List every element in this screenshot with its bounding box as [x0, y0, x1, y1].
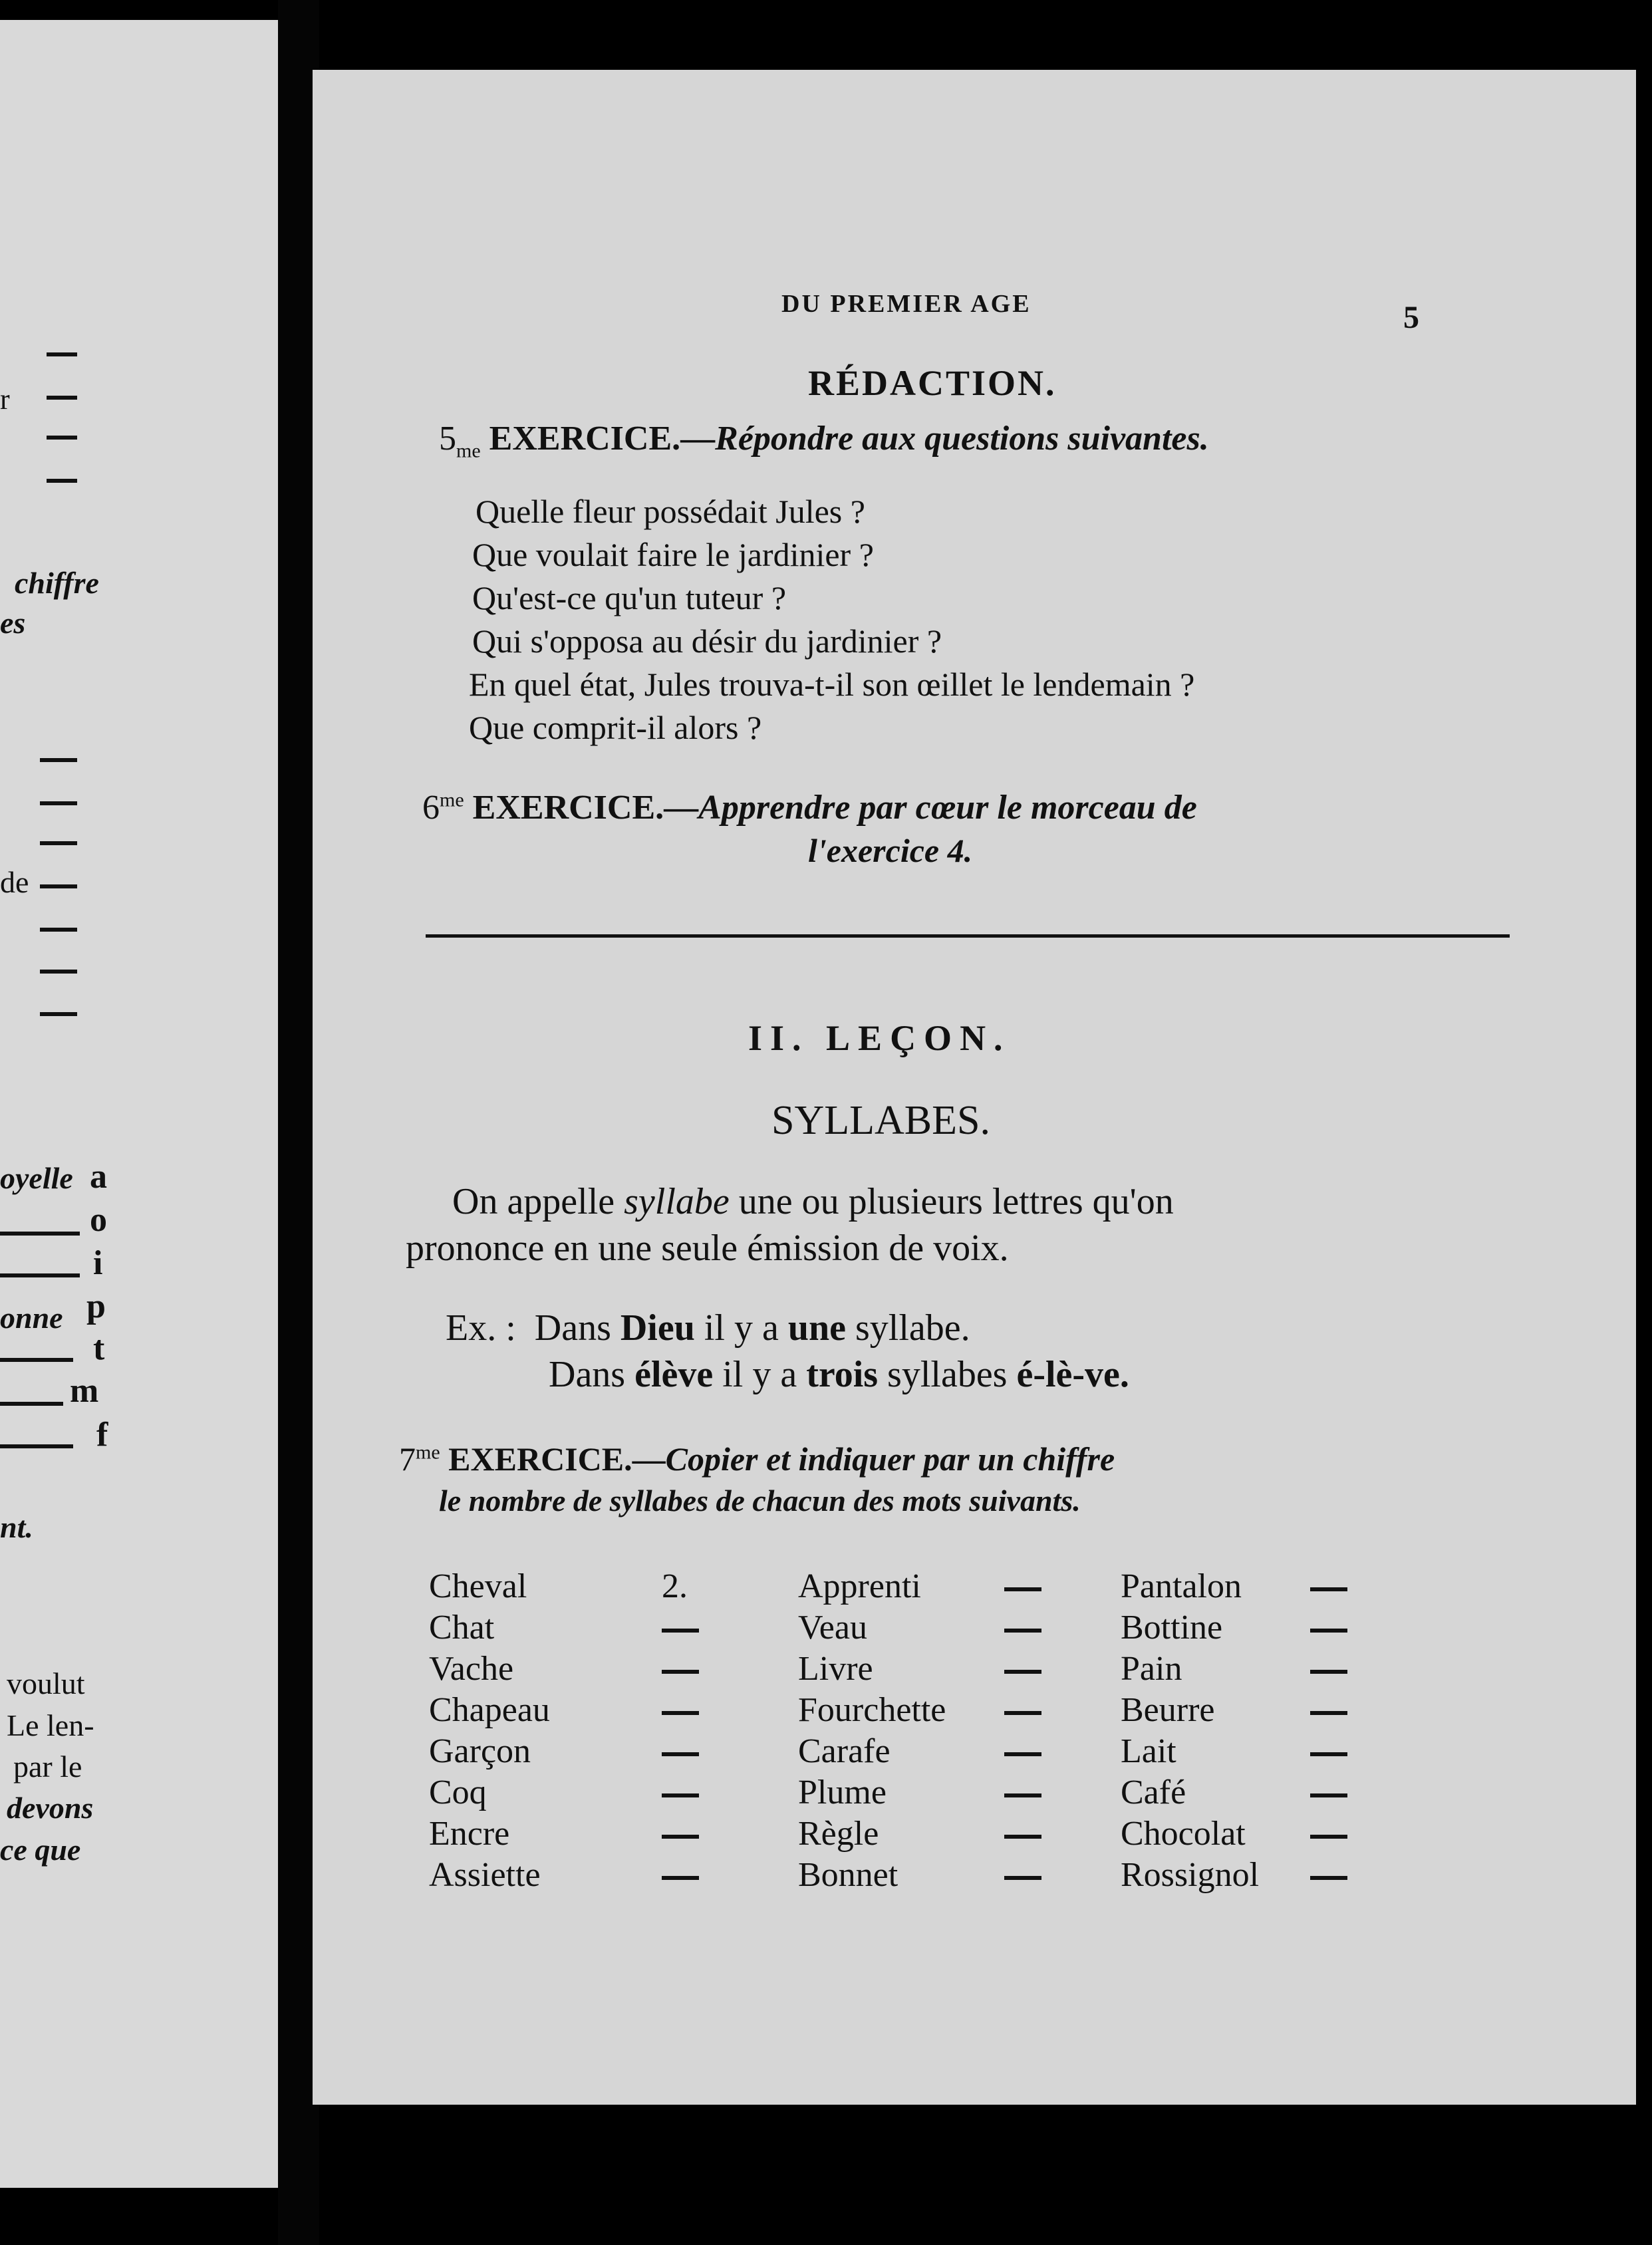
- page-number: 5: [1403, 300, 1419, 335]
- word: Fourchette: [798, 1691, 946, 1729]
- exercise-label: EXERCICE.—: [448, 1440, 666, 1478]
- letter: a: [90, 1158, 107, 1196]
- word: Coq: [429, 1774, 487, 1811]
- ordinal-suffix: me: [440, 789, 464, 811]
- question: En quel état, Jules trouva-t-il son œillet le lendemain ?: [469, 666, 1195, 703]
- word: Encre: [429, 1815, 510, 1853]
- answer-blank-dash: [1004, 1752, 1041, 1756]
- fragment-text: Le len-: [7, 1708, 94, 1742]
- fragment-text: r: [0, 383, 10, 416]
- fragment-text: es: [0, 606, 26, 640]
- exercise-instruction-continued: le nombre de syllabes de chacun des mots suivants.: [439, 1484, 1081, 1518]
- dash-mark: [40, 801, 77, 805]
- example-label: Ex. :: [446, 1307, 516, 1349]
- fragment-text: ce que: [0, 1833, 81, 1867]
- definition-text: une ou plusieurs lettres qu'on: [729, 1181, 1174, 1222]
- answer-blank-dash: [1004, 1835, 1041, 1839]
- example-text: il y a: [713, 1354, 807, 1395]
- exercise-6-heading: [422, 788, 1197, 827]
- lesson-title: II. LEÇON.: [748, 1018, 1011, 1058]
- answer-blank-dash: [1310, 1711, 1347, 1715]
- definition-term: syllabe: [624, 1181, 730, 1222]
- exercise-instruction-continued: l'exercice 4.: [808, 832, 973, 869]
- dash-mark: [0, 1273, 80, 1277]
- answer-blank-dash: [662, 1711, 699, 1715]
- example-word: élève: [634, 1354, 714, 1395]
- running-title: DU PREMIER AGE: [781, 290, 1032, 318]
- dash-mark: [0, 1444, 73, 1448]
- question: Qu'est-ce qu'un tuteur ?: [472, 579, 787, 616]
- section-divider: [426, 934, 1510, 938]
- word: Bottine: [1121, 1609, 1223, 1647]
- example-text: syllabe.: [846, 1307, 970, 1349]
- example-word: é-lè-ve.: [1016, 1354, 1129, 1395]
- word: Pain: [1121, 1650, 1182, 1688]
- example-text: il y a: [694, 1307, 788, 1349]
- answer-blank-dash: [1310, 1793, 1347, 1797]
- question: Que comprit-il alors ?: [469, 709, 762, 746]
- definition-line-2: prononce en une seule émission de voix.: [406, 1228, 1009, 1269]
- definition-text: On appelle: [452, 1181, 624, 1222]
- answer-blank-dash: [1310, 1629, 1347, 1633]
- answer-blank-dash: [1310, 1876, 1347, 1880]
- example-text: Dans: [534, 1307, 620, 1349]
- answer-blank-dash: [662, 1876, 699, 1880]
- example-line-2: [549, 1353, 1129, 1396]
- fragment-text: chiffre: [15, 566, 99, 600]
- fragment-text: par le: [13, 1750, 82, 1783]
- word: Garçon: [429, 1732, 531, 1770]
- fragment-text: voulut: [7, 1666, 85, 1700]
- word: Chocolat: [1121, 1815, 1246, 1853]
- answer-blank-dash: [1310, 1752, 1347, 1756]
- word: Vache: [429, 1650, 514, 1688]
- answer-column-2: [1004, 1566, 1041, 1896]
- answer-column-3: [1310, 1566, 1347, 1896]
- word-column-1: [429, 1566, 550, 1896]
- letter: m: [70, 1372, 99, 1410]
- answer-blank-dash: [1310, 1587, 1347, 1591]
- word: Cheval: [429, 1567, 527, 1605]
- answer-blank-dash: [662, 1629, 699, 1633]
- dash-mark: [40, 1012, 77, 1016]
- definition-line-1: [452, 1180, 1174, 1223]
- dash-mark: [40, 841, 77, 845]
- example-word: Dieu: [620, 1307, 695, 1349]
- answer-blank-dash: [1004, 1711, 1041, 1715]
- dash-mark: [47, 396, 77, 400]
- dash-mark: [40, 758, 77, 762]
- ordinal-suffix: me: [456, 440, 481, 462]
- answer-blank-dash: [1004, 1670, 1041, 1674]
- section-heading: RÉDACTION.: [808, 363, 1057, 403]
- dash-mark: [0, 1232, 80, 1236]
- word: Beurre: [1121, 1691, 1215, 1729]
- dash-mark: [40, 970, 77, 974]
- question: Quelle fleur possédait Jules ?: [476, 493, 865, 530]
- fragment-text: devons: [7, 1791, 94, 1825]
- answer-blank-dash: [662, 1670, 699, 1674]
- fragment-text: nt.: [0, 1510, 33, 1544]
- word: Bonnet: [798, 1856, 898, 1894]
- exercise-7-heading: [399, 1440, 1115, 1478]
- dash-mark: [47, 352, 77, 356]
- question: Qui s'opposa au désir du jardinier ?: [472, 622, 942, 660]
- example-line-1: [446, 1307, 970, 1349]
- exercise-5-heading: [439, 419, 1209, 462]
- answer-blank-dash: [662, 1793, 699, 1797]
- word: Livre: [798, 1650, 873, 1688]
- example-word: trois: [806, 1354, 879, 1395]
- word: Chat: [429, 1609, 495, 1647]
- dash-mark: [40, 884, 77, 888]
- exercise-number: 7: [399, 1440, 416, 1478]
- word: Café: [1121, 1774, 1186, 1811]
- answer-blank-dash: [1004, 1793, 1041, 1797]
- exercise-instruction: Copier et indiquer par un chiffre: [665, 1440, 1115, 1478]
- dash-mark: [47, 436, 77, 440]
- letter: t: [93, 1329, 105, 1367]
- exercise-label: EXERCICE.—: [472, 789, 699, 827]
- answer-blank-dash: [1004, 1629, 1041, 1633]
- fragment-text: onne: [0, 1301, 63, 1335]
- example-text: Dans: [549, 1354, 635, 1395]
- dash-mark: [40, 928, 77, 932]
- dash-mark: [0, 1402, 63, 1406]
- word: Plume: [798, 1774, 887, 1811]
- answer-blank-dash: [1004, 1876, 1041, 1880]
- dash-mark: [47, 479, 77, 483]
- word: Chapeau: [429, 1691, 550, 1729]
- example-word: une: [787, 1307, 846, 1349]
- word: Veau: [798, 1609, 867, 1647]
- word: Pantalon: [1121, 1567, 1242, 1605]
- answer-blank-dash: [662, 1835, 699, 1839]
- word: Carafe: [798, 1732, 891, 1770]
- answer-blank-dash: [1004, 1587, 1041, 1591]
- word-column-3: [1121, 1566, 1259, 1896]
- facing-page-fragment: [0, 20, 278, 2188]
- word: Apprenti: [798, 1567, 921, 1605]
- word: Rossignol: [1121, 1856, 1260, 1894]
- letter: p: [86, 1287, 106, 1325]
- word: Règle: [798, 1815, 879, 1853]
- dash-mark: [0, 1358, 73, 1362]
- answer-blank-dash: [1310, 1835, 1347, 1839]
- answer-blank-dash: [662, 1752, 699, 1756]
- ordinal-suffix: me: [416, 1441, 440, 1464]
- word: Lait: [1121, 1732, 1176, 1770]
- exercise-instruction: Répondre aux questions suivantes.: [715, 420, 1209, 458]
- example-answer: 2.: [662, 1567, 688, 1605]
- fragment-text: oyelle: [0, 1161, 73, 1195]
- lesson-subtitle: SYLLABES.: [771, 1098, 990, 1143]
- exercise-instruction: Apprendre par cœur le morceau de: [698, 789, 1197, 827]
- word: Assiette: [429, 1856, 541, 1894]
- letter: o: [90, 1201, 107, 1239]
- answer-column-1: [662, 1566, 699, 1896]
- example-text: syllabes: [878, 1354, 1017, 1395]
- exercise-label: EXERCICE.—: [489, 420, 716, 458]
- exercise-number: 6: [422, 789, 440, 827]
- question: Que voulait faire le jardinier ?: [472, 536, 874, 573]
- exercise-number: 5: [439, 420, 456, 458]
- word-column-2: [798, 1566, 946, 1896]
- book-page: [313, 70, 1636, 2105]
- letter: f: [96, 1416, 108, 1454]
- letter: i: [93, 1244, 103, 1282]
- answer-blank-dash: [1310, 1670, 1347, 1674]
- fragment-text: de: [0, 865, 29, 899]
